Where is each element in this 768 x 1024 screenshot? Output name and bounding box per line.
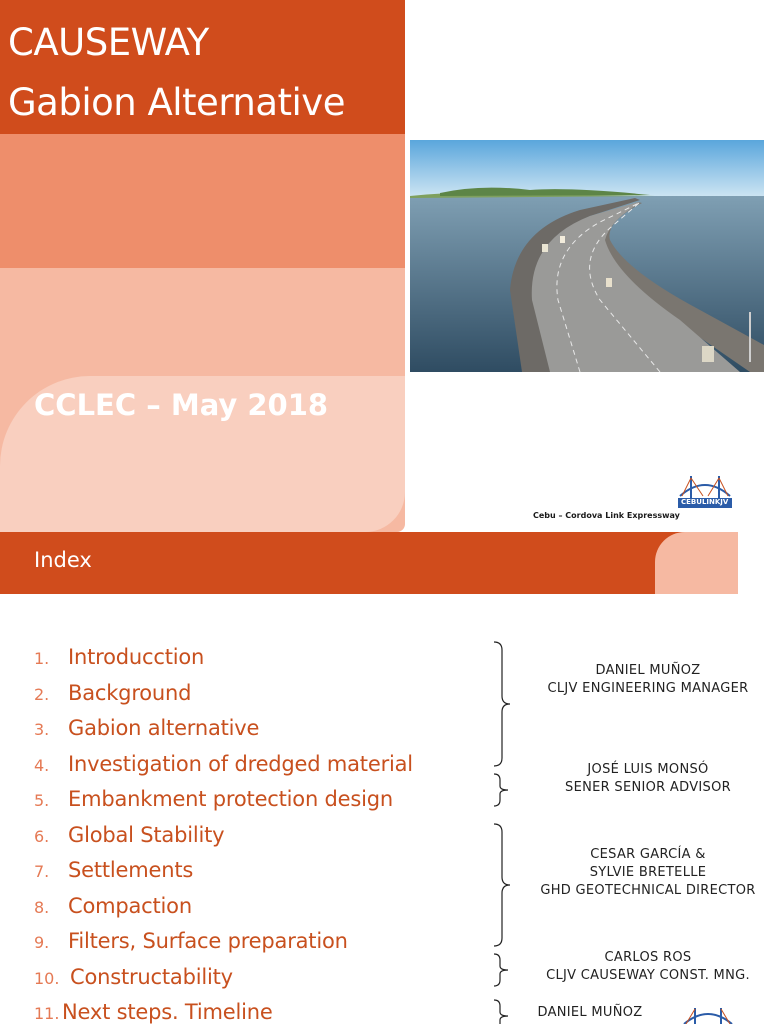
- presenter-name: JOSÉ LUIS MONSÓ: [587, 762, 709, 777]
- list-item: [34, 676, 484, 712]
- item-number: 4.: [34, 755, 50, 775]
- brace-group-5: [492, 998, 516, 1024]
- presenter-name-2: SYLVIE BRETELLE: [589, 865, 707, 880]
- list-item: [34, 782, 484, 818]
- list-item: [34, 960, 484, 996]
- brace-group-3: [492, 822, 516, 948]
- list-item: [34, 924, 484, 960]
- presenter-role: CLJV CAUSEWAY CONST. MNG.: [546, 968, 750, 983]
- presenter-name: DANIEL MUÑOZ: [537, 1005, 643, 1020]
- title-band-mid: [0, 134, 405, 268]
- presenter-2: [530, 761, 766, 797]
- slide-subtitle: CCLEC – May 2018: [34, 388, 329, 422]
- item-number: 11.: [34, 1004, 60, 1023]
- index-list: [34, 640, 484, 1024]
- list-item: [34, 747, 484, 783]
- brace-group-2: [492, 772, 516, 808]
- presenter-role: CLJV ENGINEERING MANAGER: [547, 681, 749, 696]
- presenter-name: CARLOS ROS: [604, 950, 692, 965]
- item-number: 2.: [34, 684, 50, 704]
- item-label: Constructability: [70, 964, 233, 989]
- item-label: Embankment protection design: [68, 787, 394, 811]
- presenter-5: [520, 1004, 660, 1022]
- item-number: 7.: [34, 862, 50, 881]
- presenter-1: [530, 662, 766, 698]
- list-item: [34, 995, 484, 1024]
- presenter-name: DANIEL MUÑOZ: [595, 663, 701, 678]
- item-number: 10.: [34, 968, 60, 988]
- logo-caption: Cebu – Cordova Link Expressway: [533, 511, 680, 520]
- index-title: Index: [34, 548, 92, 572]
- slide-title-line1: CAUSEWAY: [8, 21, 209, 64]
- item-label: Background: [68, 680, 192, 705]
- list-item: [34, 818, 484, 854]
- list-item: [34, 640, 484, 676]
- item-label: Gabion alternative: [68, 716, 260, 740]
- presenter-name: CESAR GARCÍA &: [590, 847, 706, 862]
- list-item: [34, 853, 484, 889]
- list-item: [34, 889, 484, 925]
- index-header-bar: [0, 532, 738, 594]
- item-number: 5.: [34, 791, 50, 810]
- item-label: Investigation of dredged material: [68, 751, 413, 776]
- brace-group-1: [492, 640, 516, 768]
- item-label: Global Stability: [68, 822, 225, 847]
- slide-title-line2: Gabion Alternative: [8, 81, 345, 124]
- presenter-role: GHD GEOTECHNICAL DIRECTOR: [540, 883, 756, 898]
- item-number: 1.: [34, 649, 50, 668]
- cebulink-logo: [670, 470, 740, 518]
- cebulink-logo-small: [680, 1006, 736, 1024]
- logo-brand-text: CEBULINKJV: [681, 498, 729, 506]
- item-number: 3.: [34, 720, 50, 739]
- presenter-3: [530, 846, 766, 900]
- index-slide: [0, 532, 768, 1024]
- item-label: Compaction: [68, 893, 192, 918]
- item-label: Introducction: [68, 645, 205, 669]
- presenter-role: SENER SENIOR ADVISOR: [565, 780, 731, 795]
- presenter-4: [530, 949, 766, 985]
- causeway-photo: [410, 140, 764, 372]
- brace-group-4: [492, 952, 516, 988]
- item-number: 8.: [34, 897, 50, 917]
- item-label: Next steps. Timeline: [62, 1000, 273, 1024]
- item-number: 9.: [34, 933, 50, 952]
- item-label: Filters, Surface preparation: [68, 929, 348, 953]
- list-item: [34, 711, 484, 747]
- index-header-accent: [655, 532, 738, 594]
- item-label: Settlements: [68, 858, 194, 882]
- item-number: 6.: [34, 826, 50, 846]
